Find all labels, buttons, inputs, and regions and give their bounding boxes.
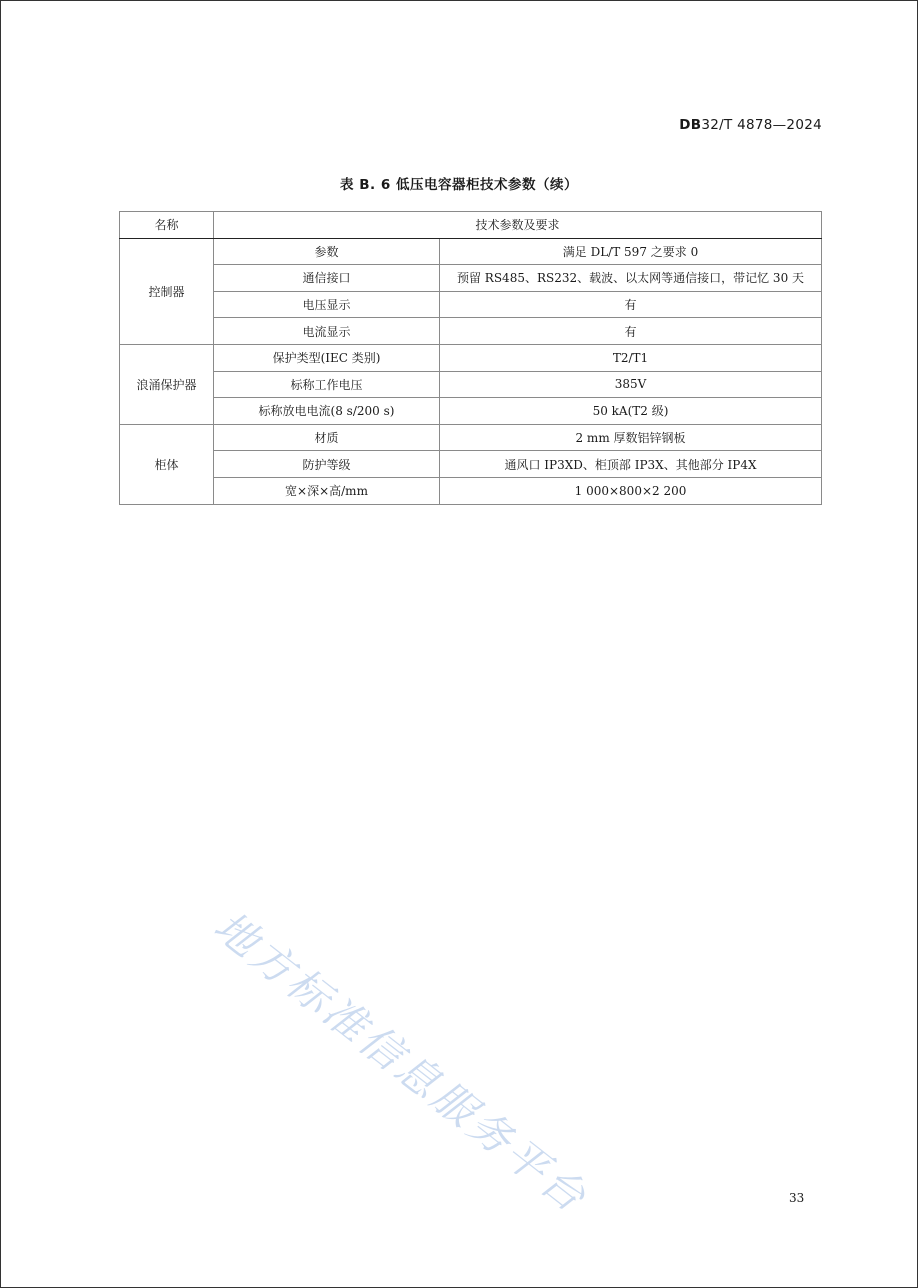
param-cell: 防护等级 (214, 451, 440, 478)
param-cell: 标称放电电流(8 s/200 s) (214, 398, 440, 425)
value-cell: 2 mm 厚数铝锌钢板 (440, 424, 822, 451)
value-cell: 满足 DL/T 597 之要求 0 (440, 238, 822, 265)
value-cell: 385V (440, 371, 822, 398)
table-header-row (120, 212, 822, 239)
value-cell: 有 (440, 318, 822, 345)
table-row (120, 451, 822, 478)
param-cell: 参数 (214, 238, 440, 265)
table-row (120, 265, 822, 292)
param-cell: 标称工作电压 (214, 371, 440, 398)
header-params-cell: 技术参数及要求 (214, 212, 822, 239)
table-title: 表 B. 6 低压电容器柜技术参数（续） (340, 177, 578, 193)
value-cell: 50 kA(T2 级) (440, 398, 822, 425)
header-name-cell: 名称 (120, 212, 214, 239)
table-row (120, 398, 822, 425)
group-name-cell: 浪涌保护器 (120, 344, 214, 424)
param-cell: 电压显示 (214, 291, 440, 318)
param-cell: 材质 (214, 424, 440, 451)
group-name-cell: 柜体 (120, 424, 214, 504)
table-row (120, 291, 822, 318)
value-cell: 1 000×800×2 200 (440, 477, 822, 504)
table-row (120, 371, 822, 398)
watermark: 地方标准信息服务平台 (204, 901, 598, 1224)
table-row (120, 318, 822, 345)
table-row (120, 424, 822, 451)
param-cell: 保护类型(IEC 类别) (214, 344, 440, 371)
table-row (120, 477, 822, 504)
group-name-cell: 控制器 (120, 238, 214, 344)
param-cell: 电流显示 (214, 318, 440, 345)
value-cell: 通风口 IP3XD、柜顶部 IP3X、其他部分 IP4X (440, 451, 822, 478)
value-cell: T2/T1 (440, 344, 822, 371)
spec-table (119, 211, 822, 505)
table-row (120, 344, 822, 371)
table-row (120, 238, 822, 265)
param-cell: 宽×深×高/mm (214, 477, 440, 504)
value-cell: 预留 RS485、RS232、载波、以太网等通信接口，带记忆 30 天 (440, 265, 822, 292)
page-number: 33 (789, 1191, 805, 1205)
param-cell: 通信接口 (214, 265, 440, 292)
value-cell: 有 (440, 291, 822, 318)
document-code (679, 117, 822, 133)
document-code-number: 32/T 4878—2024 (701, 117, 822, 133)
document-code-prefix: DB (679, 117, 702, 133)
